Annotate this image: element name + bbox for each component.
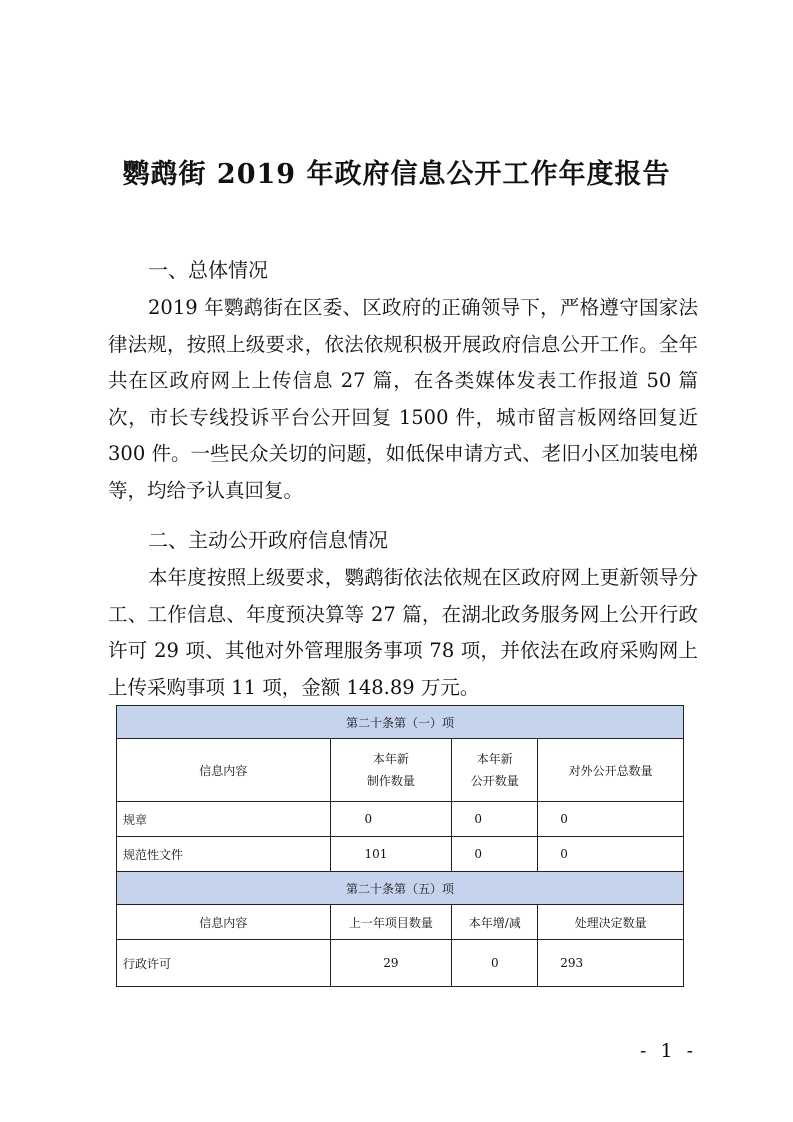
row-label: 规章 — [117, 802, 331, 837]
header-new-produced-line1: 本年新 — [372, 752, 409, 766]
document-title: 鹦鹉街 2019 年政府信息公开工作年度报告 — [122, 159, 671, 190]
row-value: 0 — [452, 802, 538, 837]
header-year-change: 本年增/减 — [452, 905, 538, 940]
header-new-published-line2: 公开数量 — [470, 774, 519, 788]
table-row — [117, 940, 684, 987]
header-new-published-line1: 本年新 — [476, 752, 513, 766]
row-value: 293 — [538, 940, 684, 987]
header-new-published — [452, 739, 538, 802]
row-label: 规范性文件 — [117, 837, 331, 872]
table-header-row — [117, 905, 684, 940]
section-heading-overview: 一、总体情况 — [148, 258, 268, 282]
row-value: 101 — [330, 837, 452, 872]
header-total-published: 对外公开总数量 — [538, 739, 684, 802]
paragraph-active-disclosure: 本年度按照上级要求，鹦鹉街依法依规在区政府网上更新领导分工、工作信息、年度预决算等 27 篇，在湖北政务服务网上公开行政许可 29 项、其他对外管理服务事项 78 项，并依法在政府采购网上上传采购事项 11 项，金额 148.89 万元。 — [108, 566, 698, 699]
paragraph-overview: 2019 年鹦鹉街在区委、区政府的正确领导下，严格遵守国家法律法规，按照上级要求，依法依规积极开展政府信息公开工作。全年共在区政府网上上传信息 27 篇，在各类媒体发表工作报道 50 篇次，市长专线投诉平台公开回复 1500 件，城市留言板网络回复近 300 件。一些民众关切的问题，如低保申请方式、老旧小区加装电梯等，均给予认真回复。 — [108, 296, 698, 502]
row-value: 0 — [452, 837, 538, 872]
row-value: 0 — [330, 802, 452, 837]
row-value: 0 — [538, 802, 684, 837]
section-title-article-20-5: 第二十条第（五）项 — [117, 872, 684, 905]
table-section-header — [117, 706, 684, 739]
section-title-article-20-1: 第二十条第（一）项 — [117, 706, 684, 739]
table-row — [117, 837, 684, 872]
table-section-header — [117, 872, 684, 905]
row-label: 行政许可 — [117, 940, 331, 987]
header-prev-year-count: 上一年项目数量 — [330, 905, 452, 940]
disclosure-table — [116, 705, 684, 987]
page-number: - 1 - — [640, 1040, 698, 1062]
header-decisions-count: 处理决定数量 — [538, 905, 684, 940]
header-info-content: 信息内容 — [117, 739, 331, 802]
row-value: 29 — [330, 940, 452, 987]
section-heading-active-disclosure: 二、主动公开政府信息情况 — [148, 528, 388, 552]
header-info-content: 信息内容 — [117, 905, 331, 940]
table-row — [117, 802, 684, 837]
row-value: 0 — [538, 837, 684, 872]
header-new-produced-line2: 制作数量 — [366, 774, 415, 788]
table-header-row — [117, 739, 684, 802]
row-value: 0 — [452, 940, 538, 987]
header-new-produced — [330, 739, 452, 802]
